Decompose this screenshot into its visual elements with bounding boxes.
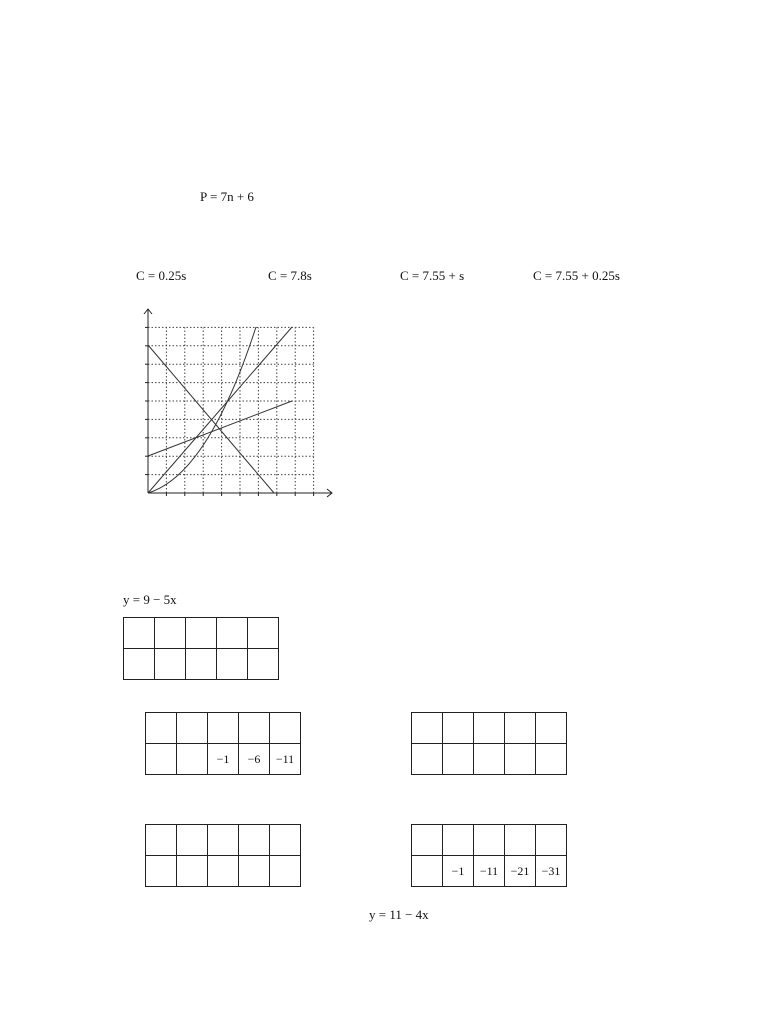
table-cell[interactable] [146, 825, 177, 856]
table-row [412, 825, 567, 856]
table-cell[interactable] [270, 825, 301, 856]
table-cell[interactable] [536, 713, 567, 744]
table-cell[interactable] [146, 856, 177, 887]
table-row [412, 744, 567, 775]
table-cell[interactable] [505, 713, 536, 744]
table-cell[interactable] [505, 825, 536, 856]
table-cell[interactable] [155, 618, 186, 649]
table-cell[interactable] [270, 856, 301, 887]
table-cell[interactable] [270, 713, 301, 744]
table-cell[interactable] [217, 649, 248, 680]
table-1 [123, 617, 279, 680]
table-row [146, 744, 301, 775]
table-cell[interactable]: −31 [536, 856, 567, 887]
table-cell[interactable]: −6 [239, 744, 270, 775]
table-cell[interactable]: −1 [208, 744, 239, 775]
table-row [146, 825, 301, 856]
equation-1: y = 9 − 5x [123, 592, 177, 607]
table-cell[interactable] [217, 618, 248, 649]
table-cell[interactable] [474, 713, 505, 744]
table-cell[interactable] [208, 825, 239, 856]
table-cell[interactable] [536, 744, 567, 775]
table-cell[interactable] [412, 713, 443, 744]
table-cell[interactable] [474, 744, 505, 775]
table-cell[interactable] [239, 825, 270, 856]
table-cell[interactable] [248, 618, 279, 649]
table-2 [145, 712, 301, 775]
table-cell[interactable] [124, 649, 155, 680]
table-cell[interactable] [177, 744, 208, 775]
table-cell[interactable]: −11 [474, 856, 505, 887]
cost-option-a: C = 0.25s [136, 268, 187, 283]
axis-ticks [145, 327, 314, 496]
table-cell[interactable] [208, 713, 239, 744]
table-row [124, 618, 279, 649]
table-cell[interactable]: −11 [270, 744, 301, 775]
table-cell[interactable] [177, 825, 208, 856]
table-row [146, 856, 301, 887]
table-row [124, 649, 279, 680]
table-cell[interactable] [505, 744, 536, 775]
table-cell[interactable] [474, 825, 505, 856]
table-cell[interactable] [208, 856, 239, 887]
cost-option-b: C = 7.8s [268, 268, 312, 283]
graph-line-steep [148, 327, 292, 493]
table-cell[interactable]: −1 [443, 856, 474, 887]
equation-2: y = 11 − 4x [369, 907, 429, 922]
table-3 [411, 712, 567, 775]
graph-gridlines [148, 327, 314, 493]
table-cell[interactable] [186, 649, 217, 680]
table-cell[interactable] [146, 744, 177, 775]
table-row [146, 713, 301, 744]
table-cell[interactable] [248, 649, 279, 680]
table-cell[interactable] [443, 713, 474, 744]
formula-p: P = 7n + 6 [200, 189, 254, 204]
table-cell[interactable] [412, 744, 443, 775]
table-cell[interactable] [443, 825, 474, 856]
table-cell[interactable] [146, 713, 177, 744]
table-row [412, 713, 567, 744]
table-cell[interactable] [412, 856, 443, 887]
line-graph [138, 305, 338, 505]
table-cell[interactable] [124, 618, 155, 649]
table-cell[interactable]: −21 [505, 856, 536, 887]
table-5 [411, 824, 567, 887]
table-cell[interactable] [239, 713, 270, 744]
table-cell[interactable] [177, 713, 208, 744]
table-cell[interactable] [443, 744, 474, 775]
table-cell[interactable] [239, 856, 270, 887]
table-cell[interactable] [177, 856, 208, 887]
table-4 [145, 824, 301, 887]
cost-option-c: C = 7.55 + s [400, 268, 465, 283]
table-cell[interactable] [412, 825, 443, 856]
table-cell[interactable] [186, 618, 217, 649]
table-row [412, 856, 567, 887]
table-cell[interactable] [155, 649, 186, 680]
table-cell[interactable] [536, 825, 567, 856]
cost-option-d: C = 7.55 + 0.25s [533, 268, 620, 283]
